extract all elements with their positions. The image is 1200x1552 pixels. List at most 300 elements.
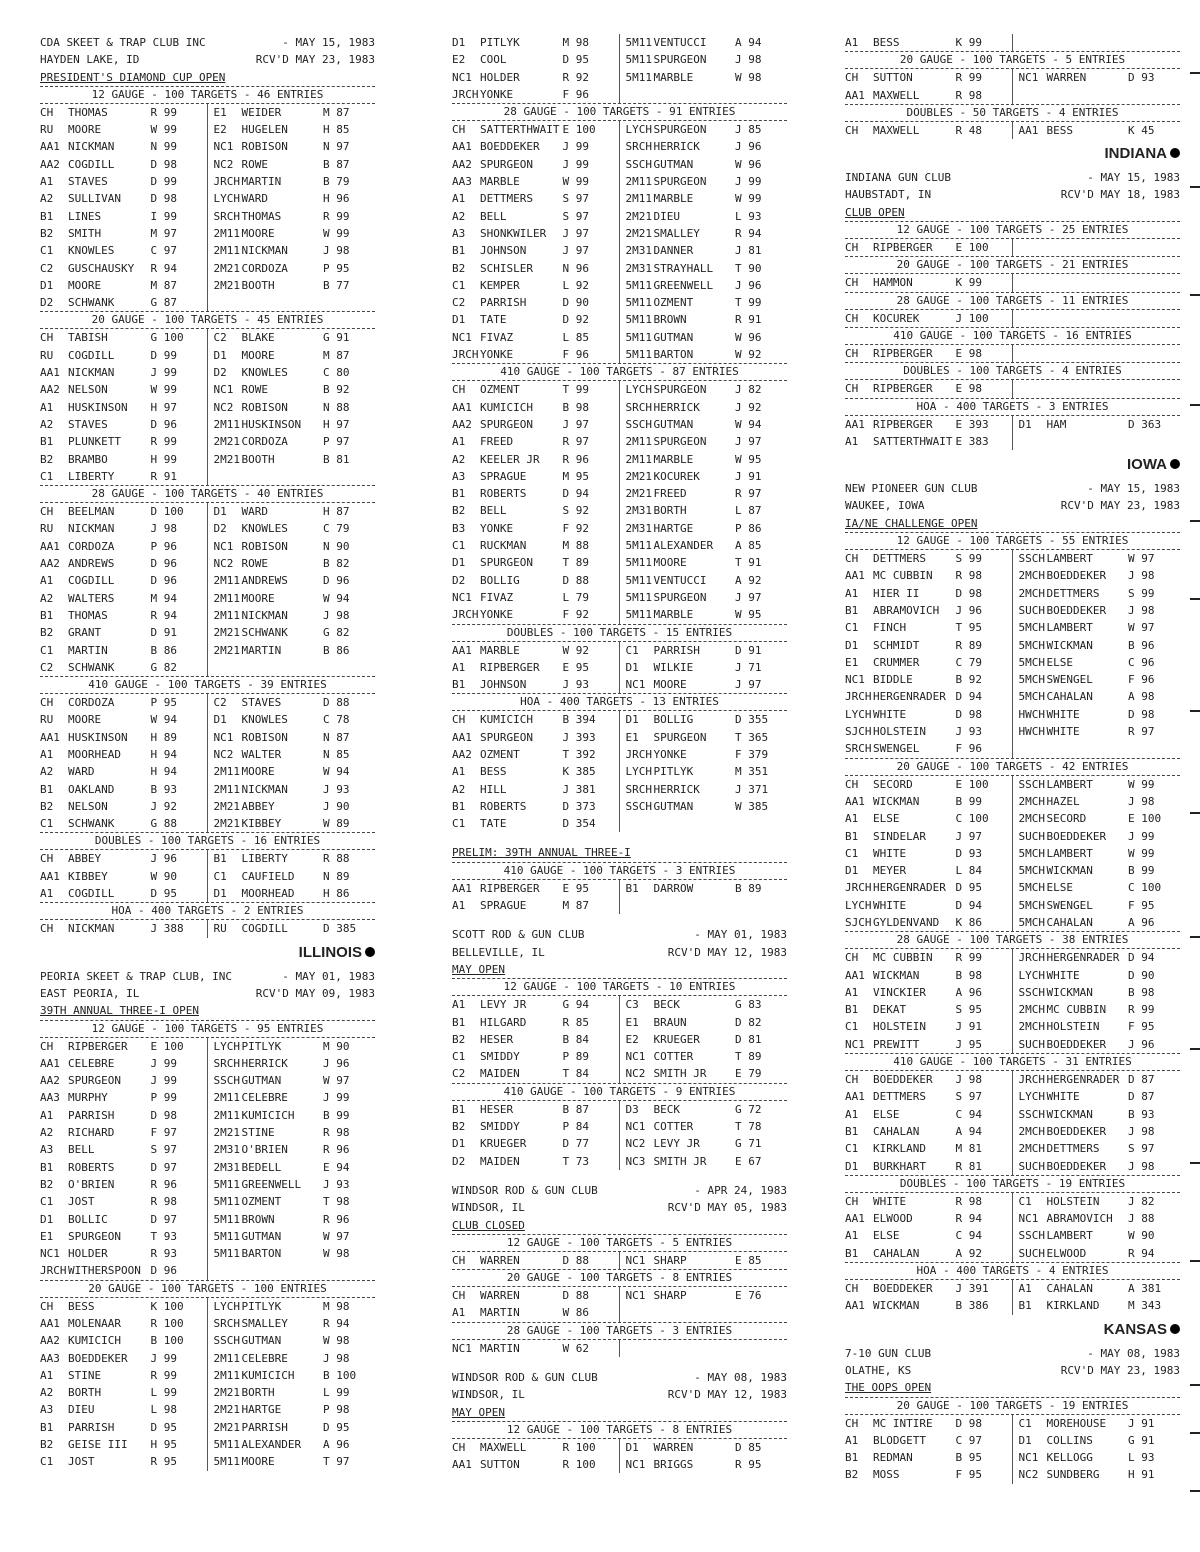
score: P 99	[150, 1091, 177, 1105]
score: J 99	[562, 140, 589, 154]
result-row	[40, 1159, 375, 1176]
shooter-name: BARTON	[241, 1247, 282, 1261]
score	[1128, 345, 1180, 362]
class-code: B1	[40, 1160, 54, 1174]
score: G 82	[323, 626, 350, 640]
shooter-name: HERRICK	[241, 1056, 288, 1070]
result-right	[620, 1101, 788, 1118]
result-right	[1013, 1280, 1181, 1297]
shooter-name: MOREHOUSE	[1046, 1416, 1107, 1430]
shooter-name: STINE	[241, 1126, 275, 1140]
result-right	[1013, 914, 1181, 931]
club-date: - MAY 15, 1983	[1087, 171, 1180, 185]
spacer	[452, 914, 787, 926]
club-header	[845, 1345, 1180, 1362]
score: A 381	[1128, 1282, 1162, 1296]
score: J 96	[1128, 1037, 1155, 1051]
event-header: 20 GAUGE - 100 TARGETS - 19 ENTRIES	[845, 1397, 1180, 1415]
score: E 76	[735, 1289, 762, 1303]
result-left	[40, 1419, 208, 1436]
class-code: 2M21	[625, 209, 652, 223]
result-row	[40, 1384, 375, 1401]
score: J 96	[955, 603, 982, 617]
result-left	[452, 763, 620, 780]
class-code: 5M11	[625, 70, 652, 84]
shooter-name: ELSE	[1046, 655, 1073, 669]
class-code: 2M21	[213, 643, 240, 657]
class-code: A1	[452, 192, 466, 206]
shooter-name: CAHALAN	[1046, 690, 1093, 704]
result-row	[845, 380, 1180, 397]
shooter-name: SPURGEON	[480, 556, 533, 570]
bullet-icon	[1170, 148, 1180, 158]
event-header: 28 GAUGE - 100 TARGETS - 38 ENTRIES	[845, 931, 1180, 949]
class-code: SRCH	[845, 742, 872, 756]
shooter-name: SCHMIDT	[873, 638, 920, 652]
class-code: JRCH	[1018, 951, 1045, 965]
class-code: LYCH	[845, 707, 872, 721]
shooter-name: BROWN	[241, 1212, 275, 1226]
shooter-name: MARBLE	[653, 608, 694, 622]
result-left	[452, 1048, 620, 1065]
shooter-name: SULLIVAN	[68, 192, 121, 206]
shooter-name: MOORE	[653, 556, 687, 570]
result-row	[452, 1118, 787, 1135]
result-row	[40, 329, 375, 346]
class-code: B1	[1018, 1299, 1032, 1313]
result-right	[1013, 239, 1181, 256]
column-1	[40, 34, 375, 1471]
class-code: C1	[845, 846, 859, 860]
shooter-name: ELSE	[873, 1229, 900, 1243]
shooter-name: SMITH JR	[653, 1154, 707, 1168]
score: J 391	[955, 1282, 989, 1296]
score: H 87	[323, 505, 350, 519]
edge-mark	[1190, 598, 1200, 600]
class-code: SUCH	[1018, 1159, 1045, 1173]
shooter-name: BESS	[873, 36, 900, 49]
shooter-name: MOORE	[653, 678, 687, 692]
edge-mark	[1190, 936, 1200, 938]
class-code: SRCH	[213, 209, 240, 223]
score: W 97	[323, 1074, 350, 1088]
result-right	[208, 1350, 376, 1367]
result-left	[40, 1141, 208, 1158]
class-code: CH	[452, 1289, 466, 1303]
result-right	[1013, 345, 1181, 362]
result-right	[1013, 274, 1181, 291]
shooter-name: BECK	[653, 998, 680, 1012]
result-right	[620, 1456, 788, 1473]
class-code: D1	[213, 887, 227, 901]
result-left	[40, 173, 208, 190]
club-header	[40, 51, 375, 68]
result-left	[40, 242, 208, 259]
event-header: 28 GAUGE - 100 TARGETS - 91 ENTRIES	[452, 103, 787, 121]
result-right	[1013, 862, 1181, 879]
result-right	[208, 225, 376, 242]
shooter-name	[242, 468, 324, 485]
shooter-name: HERGENRADER	[1046, 951, 1120, 965]
score: J 98	[1128, 603, 1155, 617]
result-left	[845, 828, 1013, 845]
result-left	[845, 776, 1013, 793]
shooter-name: KOCUREK	[873, 311, 920, 325]
score: H 89	[150, 730, 177, 744]
club-name: EAST PEORIA, IL	[40, 986, 140, 1000]
class-code: AA1	[40, 539, 60, 553]
class-code	[1019, 34, 1047, 51]
shoot-title: CLUB OPEN	[845, 205, 905, 219]
shooter-name: ELSE	[873, 812, 900, 826]
result-row	[40, 781, 375, 798]
result-right	[1013, 34, 1181, 51]
result-right	[1013, 380, 1181, 397]
result-row	[452, 34, 787, 51]
shooter-name: MOSS	[873, 1468, 900, 1482]
result-row	[40, 815, 375, 832]
edge-mark	[1190, 1162, 1200, 1164]
score: C 97	[955, 1433, 982, 1447]
result-right	[620, 537, 788, 554]
result-row	[452, 277, 787, 294]
score: J 381	[562, 782, 596, 796]
result-left	[452, 86, 620, 103]
result-left	[40, 1367, 208, 1384]
shooter-name: ABBEY	[68, 852, 102, 866]
class-code: AA2	[40, 1334, 60, 1348]
result-right	[208, 242, 376, 259]
shooter-name	[654, 86, 736, 103]
shooter-name: SCHWANK	[241, 626, 288, 640]
result-left	[452, 798, 620, 815]
result-row	[452, 156, 787, 173]
score: F 95	[1128, 898, 1155, 912]
class-code: SJCH	[845, 725, 872, 739]
shooter-name: COGDILL	[68, 348, 115, 362]
result-left	[452, 897, 620, 914]
score: D 94	[1128, 951, 1155, 965]
score: R 98	[955, 88, 982, 102]
shooter-name: DARROW	[653, 881, 694, 895]
score	[1128, 239, 1180, 256]
result-right	[1013, 433, 1181, 450]
result-row	[452, 69, 787, 86]
result-left	[845, 740, 1013, 757]
shooter-name: JOST	[68, 1455, 95, 1469]
class-code: NC1	[213, 730, 234, 744]
result-row	[845, 1123, 1180, 1140]
result-right	[1013, 723, 1181, 740]
score: B 87	[562, 1102, 589, 1116]
score: B 84	[562, 1032, 589, 1046]
class-code: AA1	[452, 140, 472, 154]
class-code: CH	[845, 123, 859, 137]
result-right	[208, 850, 376, 867]
result-right	[208, 381, 376, 398]
result-right	[208, 260, 376, 277]
score: L 99	[150, 1386, 177, 1400]
club-name: WINDSOR, IL	[452, 1201, 525, 1215]
class-code	[1019, 310, 1047, 327]
result-left	[845, 671, 1013, 688]
result-right	[208, 1367, 376, 1384]
result-right	[208, 1107, 376, 1124]
shooter-name: FIVAZ	[480, 330, 514, 344]
shooter-name: WICKMAN	[1046, 638, 1093, 652]
result-row	[40, 1193, 375, 1210]
class-code: C2	[213, 696, 227, 710]
result-left	[845, 879, 1013, 896]
class-code: D3	[625, 1102, 639, 1116]
class-code: B2	[452, 261, 466, 275]
result-left	[40, 590, 208, 607]
score: M 97	[150, 226, 177, 240]
score: D 355	[735, 713, 769, 727]
score: S 95	[955, 1003, 982, 1017]
result-row	[452, 173, 787, 190]
event-header: 12 GAUGE - 100 TARGETS - 10 ENTRIES	[452, 978, 787, 996]
score	[735, 1304, 787, 1321]
event-header: 20 GAUGE - 100 TARGETS - 45 ENTRIES	[40, 311, 375, 329]
shooter-name: SCHWANK	[68, 817, 115, 831]
result-right	[1013, 567, 1181, 584]
shooter-name: COLLINS	[1046, 1433, 1093, 1447]
class-code: CH	[845, 777, 859, 791]
result-left	[845, 274, 1013, 291]
class-code: A1	[40, 1108, 54, 1122]
class-code: E2	[213, 123, 227, 137]
class-code: D1	[213, 505, 227, 519]
score: J 100	[955, 311, 989, 325]
result-right	[208, 277, 376, 294]
state-heading	[845, 450, 1180, 480]
score: D 98	[955, 707, 982, 721]
score: D 385	[323, 922, 357, 936]
edge-mark	[1190, 812, 1200, 814]
result-row	[40, 208, 375, 225]
class-code: JRCH	[845, 690, 872, 704]
score: D 98	[150, 157, 177, 171]
result-row	[40, 572, 375, 589]
score: N 99	[150, 140, 177, 154]
score: F 92	[562, 521, 589, 535]
score: R 98	[323, 1126, 350, 1140]
result-left	[452, 399, 620, 416]
result-right	[208, 121, 376, 138]
class-code: SSCH	[1018, 1107, 1045, 1121]
score: H 97	[150, 400, 177, 414]
shooter-name: HIER II	[873, 586, 920, 600]
score: D 99	[150, 348, 177, 362]
result-right	[620, 416, 788, 433]
result-right	[1013, 637, 1181, 654]
result-row	[845, 550, 1180, 567]
class-code: C1	[452, 278, 466, 292]
shooter-name: NICKMAN	[68, 366, 115, 380]
result-left	[845, 550, 1013, 567]
score: W 97	[1128, 621, 1155, 635]
class-code: 2M21	[213, 278, 240, 292]
shooter-name: KUMICICH	[241, 1368, 295, 1382]
class-code: NC1	[452, 590, 472, 604]
shooter-name: GEISE III	[68, 1438, 128, 1452]
shooter-name: HUGELEN	[241, 123, 288, 137]
shooter-name: YONKE	[480, 348, 514, 362]
class-code: C1	[845, 1142, 859, 1156]
result-right	[208, 1193, 376, 1210]
result-left	[845, 69, 1013, 86]
shooter-name: MARTIN	[480, 1341, 520, 1355]
shooter-name: VENTUCCI	[653, 573, 707, 587]
score: C 100	[955, 812, 989, 826]
result-left	[40, 1384, 208, 1401]
shooter-name: SMITH JR	[653, 1067, 707, 1081]
score: J 98	[735, 53, 762, 67]
score: W 99	[1128, 777, 1155, 791]
result-row	[845, 793, 1180, 810]
result-row	[40, 798, 375, 815]
result-row	[845, 345, 1180, 362]
score: T 89	[735, 1050, 762, 1064]
shooter-name: HERGENRADER	[873, 690, 946, 704]
result-right	[620, 34, 788, 51]
shoot-title: THE OOPS OPEN	[845, 1381, 932, 1395]
shooter-name: TATE	[480, 313, 507, 327]
shooter-name: MARTIN	[241, 175, 282, 189]
shooter-name: COGDILL	[68, 574, 115, 588]
shooter-name: ROBERTS	[480, 487, 527, 501]
shooter-name: STAVES	[68, 417, 108, 431]
score	[1128, 274, 1180, 291]
shooter-name: HUSKINSON	[241, 417, 302, 431]
shooter-name: WILKIE	[653, 660, 694, 674]
result-right	[208, 1228, 376, 1245]
result-row	[845, 619, 1180, 636]
score: E 98	[955, 346, 982, 360]
class-code: SSCH	[1018, 985, 1045, 999]
shooter-name: KIRKLAND	[1046, 1299, 1100, 1313]
state-name: IOWA	[1127, 456, 1167, 474]
score: G 71	[735, 1137, 762, 1151]
class-code: 2M21	[213, 1403, 240, 1417]
score: J 97	[562, 244, 589, 258]
class-code: AA1	[40, 366, 60, 380]
result-left	[845, 1210, 1013, 1227]
result-right	[620, 996, 788, 1013]
shooter-name: DEKAT	[873, 1003, 907, 1017]
class-code: C1	[452, 817, 466, 831]
result-right	[620, 294, 788, 311]
result-row	[40, 1055, 375, 1072]
class-code: 2M11	[213, 244, 240, 258]
class-code	[626, 897, 654, 914]
score: J 97	[562, 417, 589, 431]
class-code: AA1	[452, 1458, 472, 1472]
result-left	[40, 1298, 208, 1315]
result-row	[845, 637, 1180, 654]
score	[1128, 87, 1180, 104]
result-right	[208, 1159, 376, 1176]
class-code: B1	[452, 799, 466, 813]
shooter-name: SPURGEON	[653, 175, 707, 189]
score	[735, 86, 787, 103]
result-left	[845, 122, 1013, 139]
result-left	[452, 589, 620, 606]
shooter-name: BRIGGS	[653, 1458, 694, 1472]
result-left	[452, 815, 620, 832]
shooter-name: SPURGEON	[653, 435, 707, 449]
result-row	[845, 69, 1180, 86]
state-heading	[845, 1315, 1180, 1345]
class-code: CH	[40, 852, 54, 866]
result-right	[208, 433, 376, 450]
result-right	[1013, 897, 1181, 914]
class-code: JRCH	[452, 608, 479, 622]
class-code: D1	[452, 1137, 466, 1151]
result-row	[452, 311, 787, 328]
score: H 94	[150, 765, 177, 779]
score: R 97	[735, 487, 762, 501]
result-right	[1013, 1227, 1181, 1244]
result-right	[1013, 416, 1181, 433]
class-code: JRCH	[625, 747, 652, 761]
score: E 85	[735, 1253, 762, 1267]
class-code: SSCH	[625, 417, 652, 431]
score: D 97	[150, 1212, 177, 1226]
result-row	[40, 1315, 375, 1332]
result-row	[845, 1088, 1180, 1105]
club-date: - MAY 01, 1983	[694, 928, 787, 942]
score: R 95	[150, 1455, 177, 1469]
club-date: - MAY 08, 1983	[1087, 1346, 1180, 1360]
class-code: 5MCH	[1018, 690, 1045, 704]
result-row	[40, 121, 375, 138]
class-code: SUCH	[1018, 603, 1045, 617]
result-left	[845, 706, 1013, 723]
score: D 100	[150, 505, 184, 519]
class-code: B1	[452, 678, 466, 692]
club-name: PEORIA SKEET & TRAP CLUB, INC	[40, 969, 233, 983]
shooter-name: WICKMAN	[1046, 864, 1093, 878]
class-code: AA3	[40, 1351, 60, 1365]
shooter-name: BOLLIG	[653, 713, 694, 727]
shooter-name: ABRAMOVICH	[1046, 1212, 1113, 1226]
class-code: C1	[40, 244, 54, 258]
result-left	[452, 642, 620, 659]
result-left	[40, 1193, 208, 1210]
class-code: C1	[845, 621, 859, 635]
shooter-name: CAHALAN	[1046, 915, 1093, 929]
column-2	[452, 34, 787, 1473]
class-code: A3	[40, 1143, 54, 1157]
shooter-name: LINES	[68, 209, 102, 223]
shooter-name: LAMBERT	[1046, 1229, 1093, 1243]
shooter-name	[242, 659, 324, 676]
score: R 96	[150, 1177, 177, 1191]
score: T 99	[735, 296, 762, 310]
class-code: AA1	[845, 569, 865, 583]
shooter-name: HUSKINSON	[68, 400, 128, 414]
result-left	[40, 503, 208, 520]
result-right	[620, 468, 788, 485]
score: H 85	[323, 123, 350, 137]
class-code: AA1	[845, 968, 865, 982]
result-right	[208, 138, 376, 155]
score: D 96	[150, 557, 177, 571]
score	[323, 659, 375, 676]
score: J 82	[1128, 1194, 1155, 1208]
